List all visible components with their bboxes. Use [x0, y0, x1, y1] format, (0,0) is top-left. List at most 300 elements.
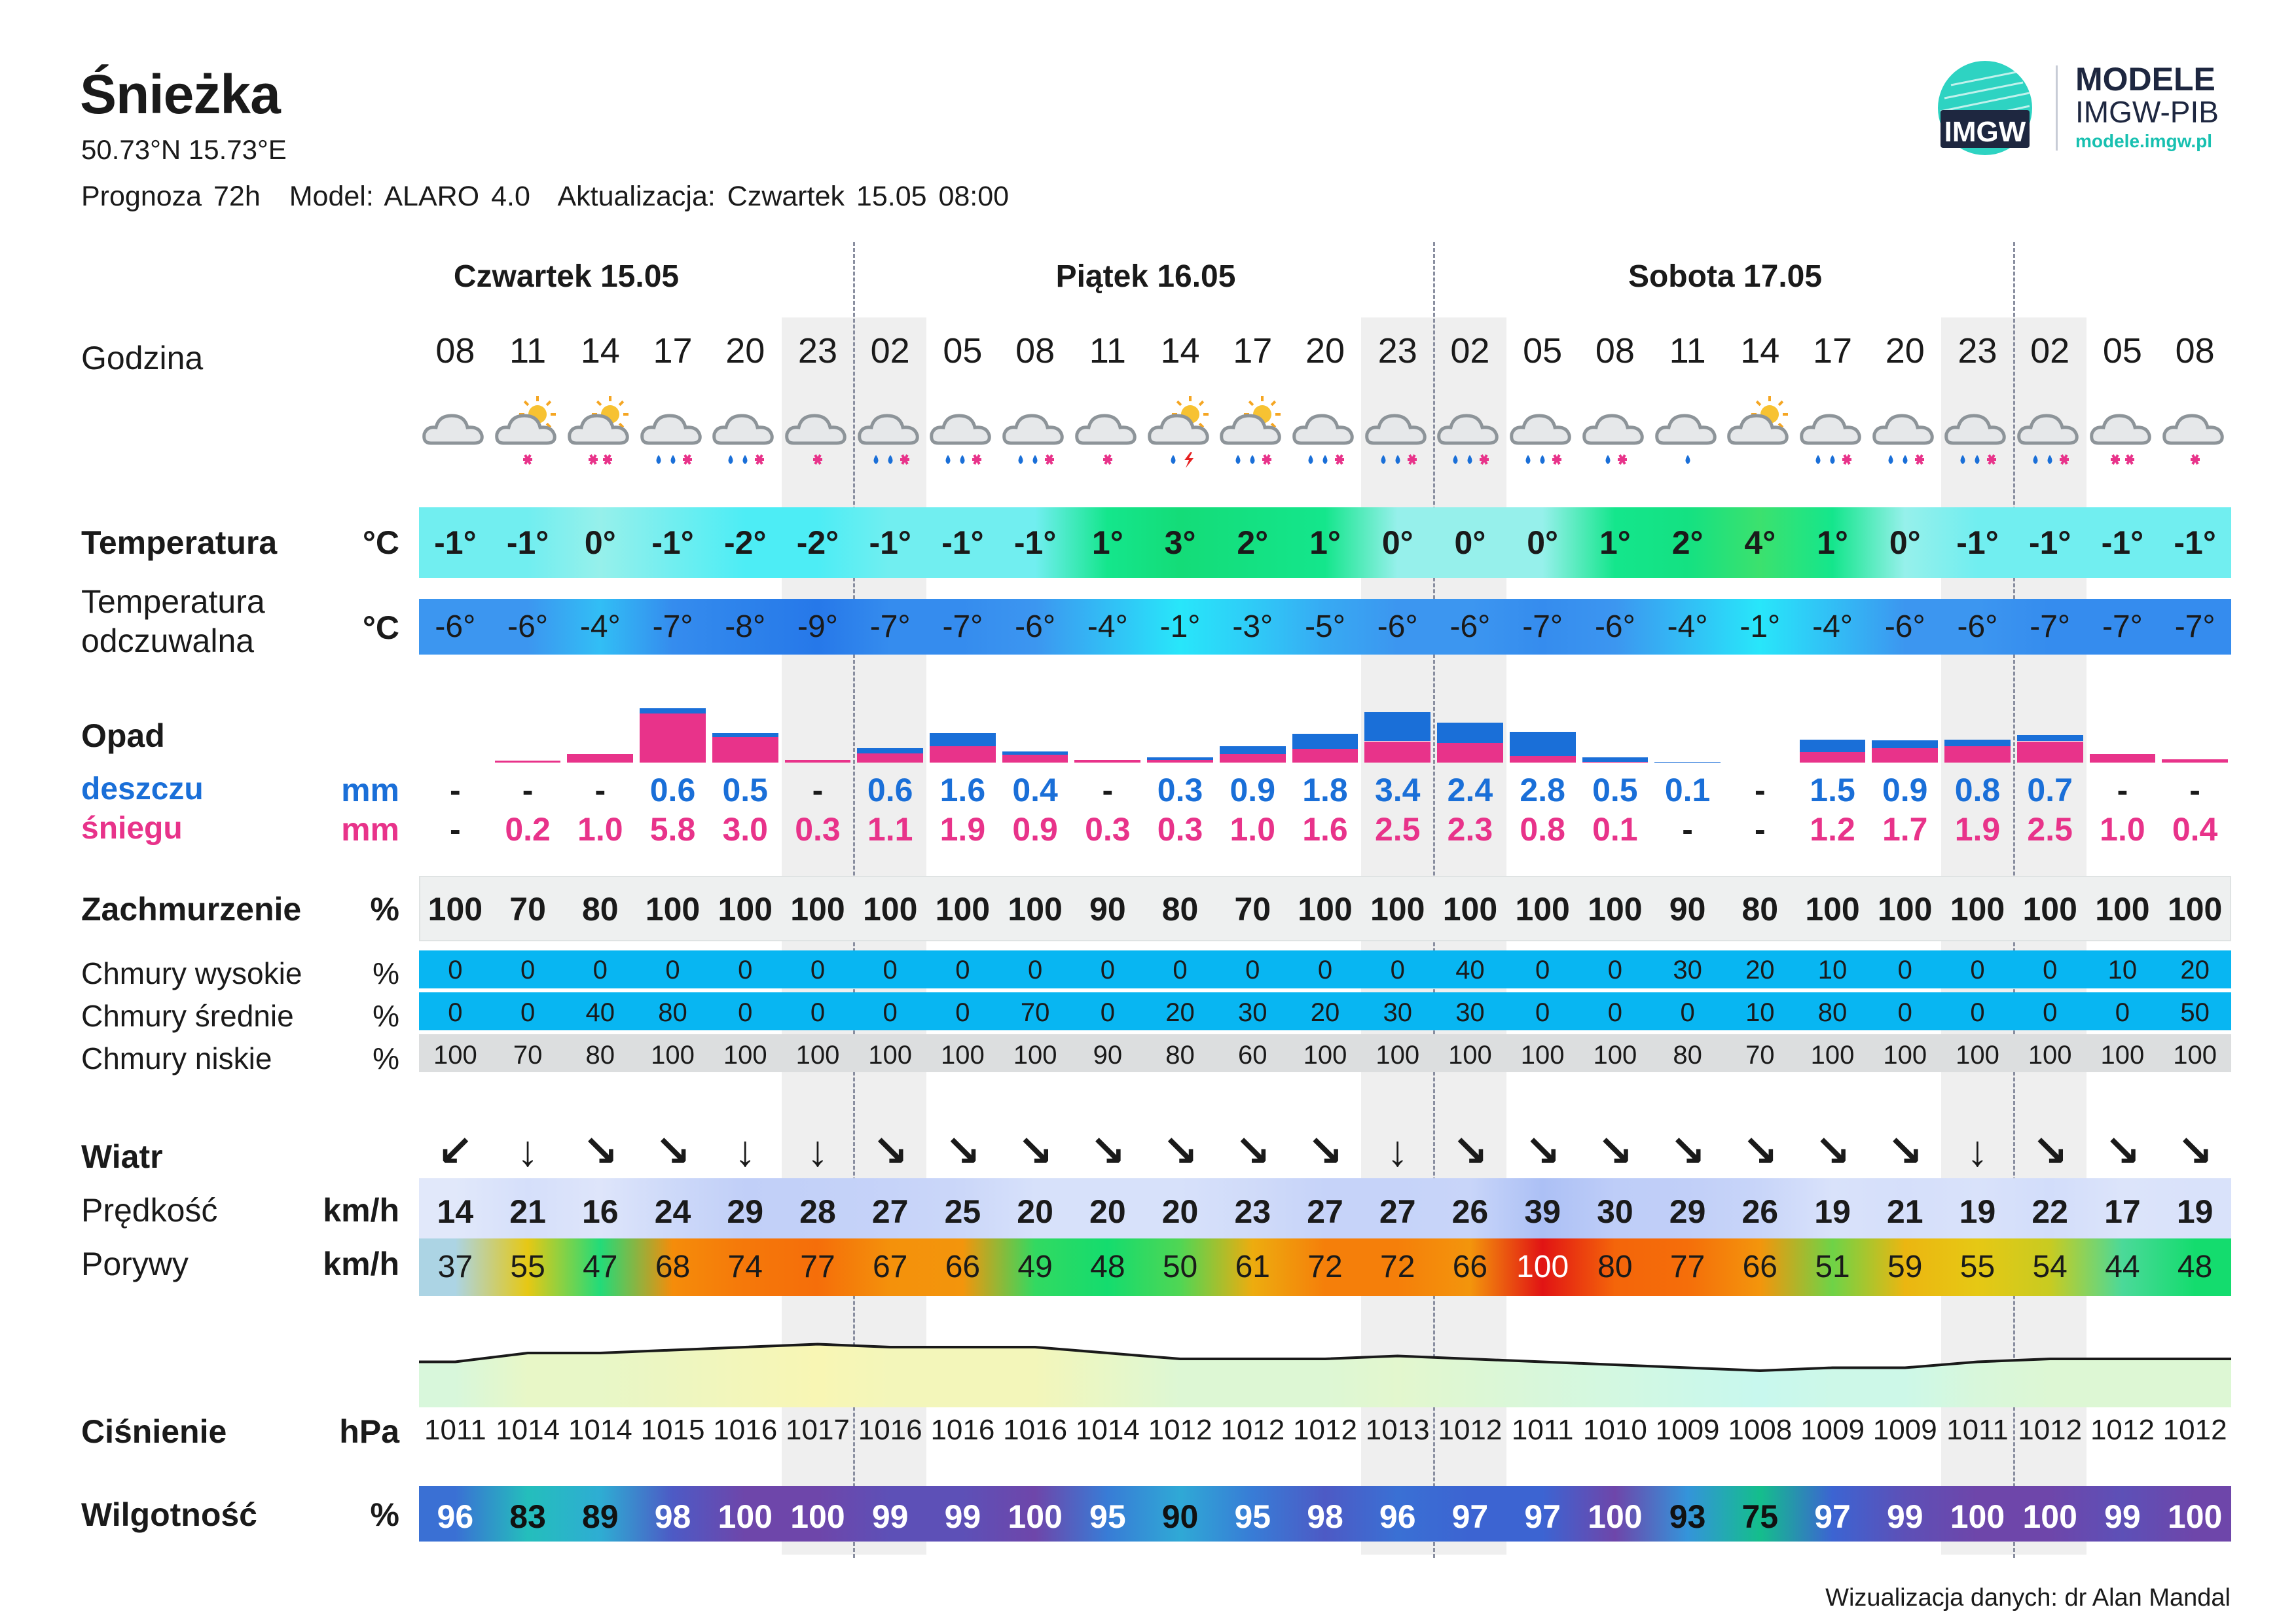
pressure-chart	[419, 1329, 2231, 1407]
rain-label: deszczu	[81, 772, 204, 806]
wind-direction-icon: ↓	[1966, 1127, 1988, 1175]
snow-value: 1.2	[1810, 811, 1855, 848]
wind-gust-value: 68	[655, 1250, 691, 1284]
temperature-value: 2°	[1237, 524, 1269, 561]
humidity-value: 97	[1524, 1498, 1561, 1535]
snow-bar	[1220, 754, 1286, 763]
temperature-value: -1°	[941, 524, 984, 561]
feels-like-value: -6°	[1015, 609, 1056, 644]
snow-value: 1.9	[1954, 811, 2001, 848]
humidity-label: Wilgotność	[81, 1496, 257, 1533]
wind-gust-label: Porywy	[81, 1246, 189, 1282]
pressure-value: 1010	[1582, 1414, 1647, 1446]
feels-like-value: -6°	[1594, 609, 1635, 644]
snow-value: 1.1	[867, 811, 913, 848]
rain-bar	[1654, 762, 1721, 763]
wind-direction-icon: ↘	[944, 1127, 981, 1175]
cloud-total-value: 80	[1741, 891, 1779, 928]
cloud-mid-value: 80	[1817, 998, 1848, 1027]
feels-like-value: -4°	[1087, 609, 1128, 644]
wind-direction-icon: ↓	[734, 1127, 756, 1175]
cloud-icon	[1216, 396, 1288, 481]
feels-like-value: -6°	[435, 609, 476, 644]
hour-label-cell: 02	[1450, 331, 1490, 370]
humidity-value: 83	[509, 1498, 546, 1535]
humidity-value: 100	[718, 1498, 773, 1535]
feels-like-label-2: odczuwalna	[81, 623, 255, 659]
wind-gust-value: 51	[1815, 1250, 1850, 1284]
pressure-value: 1014	[1075, 1414, 1140, 1446]
cloud-icon	[999, 396, 1071, 481]
cloud-total-value: 100	[1878, 891, 1933, 928]
pressure-value: 1014	[568, 1414, 632, 1446]
temperature-value: -2°	[724, 524, 767, 561]
cloud-high-value: 10	[2107, 956, 2138, 984]
cloud-high-value: 20	[2180, 956, 2210, 984]
cloud-high-value: 0	[665, 956, 680, 984]
snow-unit: mm	[341, 811, 399, 848]
snow-bar	[785, 760, 851, 763]
temperature-value: -1°	[651, 524, 694, 561]
rain-value: 0.9	[1230, 772, 1276, 808]
cloud-mid-value: 30	[1238, 998, 1267, 1027]
wind-speed-value: 21	[1886, 1193, 1923, 1230]
temperature-value: 0°	[1454, 524, 1486, 561]
rain-value: 2.8	[1520, 772, 1565, 808]
model-name: Model: ALARO 4.0	[289, 181, 530, 212]
pressure-value: 1008	[1728, 1414, 1793, 1446]
hour-label-cell: 05	[2102, 331, 2142, 370]
rain-bar	[1220, 746, 1286, 754]
pressure-value: 1011	[1946, 1414, 2009, 1446]
rain-bar	[1944, 740, 2011, 746]
humidity-value: 93	[1669, 1498, 1706, 1535]
snow-bar	[2017, 742, 2083, 763]
rain-value: 2.4	[1447, 772, 1493, 808]
rain-value: 1.8	[1302, 772, 1348, 808]
pressure-value: 1009	[1800, 1414, 1865, 1446]
cloud-mid-unit: %	[373, 999, 399, 1033]
cloud-low-label: Chmury niskie	[81, 1041, 272, 1075]
temperature-value: 1°	[1817, 524, 1848, 561]
humidity-value: 100	[1008, 1498, 1063, 1535]
snow-bar	[1510, 756, 1576, 763]
hour-label-cell: 05	[943, 331, 983, 370]
hour-label-cell: 23	[1377, 331, 1417, 370]
feels-like-value: -5°	[1305, 609, 1345, 644]
hour-label-cell: 11	[1669, 331, 1706, 370]
humidity-value: 90	[1161, 1498, 1199, 1535]
hour-label-cell: 02	[870, 331, 910, 370]
rain-bar	[640, 708, 706, 713]
imgw-logo-icon	[1931, 59, 2049, 157]
rain-value: 0.5	[1592, 772, 1638, 808]
cloud-icon	[2086, 396, 2159, 481]
cloud-total-value: 100	[718, 891, 773, 928]
rain-bar	[1147, 757, 1213, 760]
wind-direction-icon: ↘	[1887, 1127, 1923, 1175]
cloud-total-value: 100	[645, 891, 701, 928]
cloud-total-value: 100	[2022, 891, 2077, 928]
wind-direction-icon: ↘	[1669, 1127, 1706, 1175]
hour-label: Godzina	[81, 340, 204, 376]
wind-gust-unit: km/h	[323, 1246, 399, 1282]
temperature-value: 3°	[1164, 524, 1196, 561]
temperature-value: 0°	[1889, 524, 1921, 561]
temperature-value: -1°	[2101, 524, 2144, 561]
rain-value: 0.4	[1012, 772, 1058, 808]
wind-speed-value: 16	[581, 1193, 619, 1230]
hour-label-cell: 11	[1089, 331, 1126, 370]
cloud-mid-value: 70	[1020, 998, 1050, 1027]
wind-gust-value: 48	[2177, 1250, 2213, 1284]
cloud-high-value: 0	[1390, 956, 1405, 984]
pressure-value: 1012	[2162, 1414, 2227, 1446]
cloud-high-value: 0	[1897, 956, 1912, 984]
wind-speed-value: 27	[1379, 1193, 1416, 1230]
hour-label-cell: 14	[580, 331, 620, 370]
wind-gust-value: 80	[1597, 1250, 1633, 1284]
feels-like-value: -6°	[1884, 609, 1925, 644]
rain-value: 0.3	[1157, 772, 1203, 808]
humidity-value: 100	[1950, 1498, 2005, 1535]
cloud-label: Zachmurzenie	[81, 891, 302, 928]
wind-direction-icon: ↘	[1451, 1127, 1489, 1175]
pressure-value: 1011	[1511, 1414, 1574, 1446]
pressure-value: 1012	[2090, 1414, 2155, 1446]
snow-value: 0.8	[1520, 811, 1565, 848]
humidity-value: 96	[437, 1498, 474, 1535]
cloud-icon	[1434, 396, 1506, 481]
rain-bar	[1582, 757, 1649, 762]
cloud-total-value: 100	[862, 891, 918, 928]
feels-like-unit: °C	[362, 609, 399, 646]
pressure-value: 1012	[2018, 1414, 2083, 1446]
snow-bar	[1364, 742, 1430, 763]
cloud-low-value: 100	[941, 1041, 985, 1070]
humidity-value: 89	[581, 1498, 619, 1535]
hour-label-cell: 23	[797, 331, 837, 370]
precip-label: Opad	[81, 717, 165, 754]
imgw-logo[interactable]	[1931, 59, 2049, 157]
cloud-mid-value: 20	[1165, 998, 1195, 1027]
wind-direction-icon: ↘	[654, 1127, 691, 1175]
wind-direction-icon: ↘	[1741, 1127, 1778, 1175]
wind-gust-value: 37	[437, 1250, 473, 1284]
hour-label-cell: 20	[1885, 331, 1925, 370]
cloud-mid-value: 0	[1535, 998, 1550, 1027]
wind-gust-value: 72	[1307, 1250, 1343, 1284]
cloud-low-value: 100	[2100, 1041, 2145, 1070]
temperature-value: 1°	[1309, 524, 1341, 561]
cloud-total-value: 100	[1008, 891, 1063, 928]
pressure-value: 1012	[1220, 1414, 1285, 1446]
temperature-value: 0°	[1381, 524, 1413, 561]
feels-like-value: -7°	[869, 609, 911, 644]
pressure-value: 1016	[858, 1414, 922, 1446]
cloud-low-value: 80	[585, 1041, 615, 1070]
cloud-icon	[782, 396, 854, 481]
hour-label-cell: 17	[1812, 331, 1853, 370]
cloud-mid-value: 0	[1100, 998, 1115, 1027]
feels-like-value: -7°	[652, 609, 693, 644]
wind-speed-value: 28	[799, 1193, 836, 1230]
cloud-total-value: 80	[1161, 891, 1199, 928]
snow-bar	[1437, 743, 1503, 763]
snow-value: 5.8	[649, 811, 696, 848]
hour-label-cell: 08	[1015, 331, 1055, 370]
day-header-2: Piątek 16.05	[1055, 259, 1236, 294]
rain-value: -	[1102, 772, 1114, 808]
cloud-high-value: 30	[1673, 956, 1702, 984]
wind-speed-value: 27	[1307, 1193, 1343, 1230]
cloud-icon	[1072, 396, 1144, 481]
wind-direction-icon: ↓	[807, 1127, 829, 1175]
snow-bar	[857, 753, 923, 763]
hour-label-cell: 14	[1740, 331, 1780, 370]
wind-gust-value: 77	[800, 1250, 835, 1284]
cloud-total-value: 100	[935, 891, 991, 928]
cloud-low-value: 80	[1673, 1041, 1702, 1070]
wind-speed-unit: km/h	[323, 1192, 399, 1229]
rain-bar	[930, 733, 996, 747]
cloud-icon	[1289, 396, 1361, 481]
cloud-low-value: 100	[1376, 1041, 1420, 1070]
cloud-mid-value: 20	[1310, 998, 1340, 1027]
cloud-low-value: 100	[1520, 1041, 1565, 1070]
cloud-icon	[1869, 396, 1941, 481]
pressure-value: 1017	[786, 1414, 850, 1446]
rain-value: 0.1	[1664, 772, 1711, 808]
cloud-icon	[854, 396, 926, 481]
cloud-low-value: 80	[1165, 1041, 1195, 1070]
wind-speed-value: 30	[1597, 1193, 1633, 1230]
wind-gust-value: 48	[1090, 1250, 1125, 1284]
wind-direction-icon: ↘	[2176, 1127, 2214, 1175]
wind-gust-value: 44	[2105, 1250, 2140, 1284]
cloud-high-value: 0	[592, 956, 608, 984]
rain-value: -	[1754, 772, 1766, 808]
cloud-high-value: 10	[1817, 956, 1848, 984]
rain-value: -	[522, 772, 534, 808]
feels-like-value: -4°	[579, 609, 621, 644]
cloud-high-value: 0	[1027, 956, 1043, 984]
snow-bar	[567, 754, 633, 763]
day-header-1: Czwartek 15.05	[453, 259, 680, 294]
cloud-high-value: 0	[1245, 956, 1260, 984]
cloud-mid-value: 0	[810, 998, 826, 1027]
temperature-value: 0°	[1527, 524, 1559, 561]
wind-direction-icon: ↘	[2032, 1127, 2068, 1175]
cloud-icon	[564, 396, 636, 481]
cloud-high-value: 0	[1535, 956, 1550, 984]
wind-gust-value: 55	[510, 1250, 545, 1284]
cloud-total-value: 100	[2167, 891, 2223, 928]
cloud-low-value: 70	[513, 1041, 543, 1070]
snow-bar	[1872, 748, 1938, 763]
rain-bar	[1800, 740, 1866, 753]
humidity-value: 99	[944, 1498, 981, 1535]
day-header-3: Sobota 17.05	[1628, 259, 1823, 294]
wind-direction-icon: ↘	[1524, 1127, 1561, 1175]
wind-direction-icon: ↘	[872, 1127, 909, 1175]
cloud-mid-value: 0	[2115, 998, 2130, 1027]
rain-bar	[1872, 740, 1938, 748]
logo-url[interactable]: modele.imgw.pl	[2075, 131, 2212, 151]
humidity-value: 98	[654, 1498, 691, 1535]
cloud-total-value: 70	[509, 891, 546, 928]
logo-subtitle: IMGW-PIB	[2075, 95, 2219, 129]
wind-gust-value: 50	[1162, 1250, 1198, 1284]
wind-gust-value: 77	[1669, 1250, 1705, 1284]
cloud-total-value: 100	[428, 891, 483, 928]
wind-speed-value: 22	[2032, 1193, 2068, 1230]
cloud-total-value: 90	[1089, 891, 1126, 928]
temperature-value: 4°	[1744, 524, 1776, 561]
feels-like-value: -6°	[1957, 609, 1998, 644]
feels-like-value: -6°	[507, 609, 549, 644]
cloud-mid-value: 0	[883, 998, 898, 1027]
cloud-high-value: 0	[520, 956, 536, 984]
cloud-low-value: 100	[1593, 1041, 1637, 1070]
cloud-mid-value: 0	[1970, 998, 1985, 1027]
wind-direction-icon: ↘	[1161, 1127, 1199, 1175]
rain-bar	[1437, 723, 1503, 743]
wind-speed-value: 17	[2104, 1193, 2141, 1230]
cloud-icon	[926, 396, 998, 481]
feels-like-value: -6°	[1449, 609, 1491, 644]
wind-gust-value: 66	[1742, 1250, 1777, 1284]
cloud-total-value: 100	[1515, 891, 1570, 928]
pressure-value: 1012	[1293, 1414, 1357, 1446]
rain-value: -	[594, 772, 606, 808]
wind-speed-value: 14	[437, 1193, 474, 1230]
rain-value: -	[812, 772, 824, 808]
cloud-total-value: 100	[2095, 891, 2150, 928]
cloud-total-value: 100	[1805, 891, 1860, 928]
cloud-low-value: 100	[1810, 1041, 1855, 1070]
temperature-value: 1°	[1091, 524, 1123, 561]
humidity-value: 96	[1379, 1498, 1416, 1535]
snow-label: śniegu	[81, 811, 183, 846]
cloud-high-value: 20	[1745, 956, 1775, 984]
humidity-value: 100	[2167, 1498, 2223, 1535]
pressure-value: 1016	[930, 1414, 995, 1446]
cloud-low-value: 100	[651, 1041, 695, 1070]
snow-bar	[1800, 752, 1866, 763]
temperature-value: -2°	[796, 524, 839, 561]
cloud-mid-value: 30	[1455, 998, 1485, 1027]
cloud-high-value: 0	[1100, 956, 1115, 984]
cloud-high-value: 0	[738, 956, 753, 984]
wind-speed-value: 26	[1741, 1193, 1779, 1230]
snow-value: 1.6	[1302, 811, 1348, 848]
cloud-low-value: 100	[723, 1041, 767, 1070]
pressure-value: 1011	[424, 1414, 486, 1446]
cloud-mid-value: 0	[2043, 998, 2058, 1027]
cloud-mid-value: 40	[585, 998, 615, 1027]
snow-value: 0.9	[1012, 811, 1058, 848]
cloud-total-value: 100	[1442, 891, 1498, 928]
pressure-value: 1014	[496, 1414, 560, 1446]
hour-label-cell: 11	[509, 331, 547, 370]
cloud-low-value: 100	[2028, 1041, 2072, 1070]
wind-speed-value: 21	[509, 1193, 546, 1230]
snow-bar	[1147, 760, 1213, 763]
snow-bar	[712, 737, 778, 763]
feels-like-value: -6°	[1377, 609, 1418, 644]
cloud-low-value: 100	[1303, 1041, 1347, 1070]
wind-gust-value: 72	[1380, 1250, 1415, 1284]
snow-value: 0.3	[1085, 811, 1131, 848]
snow-value: 3.0	[722, 811, 768, 848]
wind-speed-value: 19	[1814, 1193, 1851, 1230]
temperature-unit: °C	[362, 524, 399, 561]
wind-direction-icon: ↓	[1387, 1127, 1409, 1175]
feels-like-value: -4°	[1667, 609, 1708, 644]
snow-value: -	[1754, 811, 1766, 848]
cloud-icon	[2159, 396, 2231, 481]
pressure-value: 1012	[1438, 1414, 1503, 1446]
temperature-value: -1°	[2028, 524, 2071, 561]
hour-label-cell: 23	[1958, 331, 1997, 370]
hour-label-cell: 20	[1305, 331, 1345, 370]
rain-unit: mm	[341, 772, 399, 808]
hour-label-cell: 08	[2175, 331, 2215, 370]
wind-direction-icon: ↘	[1597, 1127, 1633, 1175]
temperature-value: -1°	[434, 524, 477, 561]
cloud-mid-value: 0	[1680, 998, 1695, 1027]
hour-label-cell: 20	[725, 331, 765, 370]
feels-like-value: -7°	[1522, 609, 1563, 644]
cloud-icon	[1506, 396, 1578, 481]
logo-divider	[2056, 65, 2058, 151]
humidity-value: 95	[1234, 1498, 1271, 1535]
cloud-high-value: 0	[448, 956, 463, 984]
snow-value: -	[1682, 811, 1693, 848]
cloud-high-value: 0	[955, 956, 970, 984]
temperature-value: 2°	[1671, 524, 1704, 561]
wind-direction-icon: ↘	[1089, 1127, 1126, 1175]
rain-bar	[857, 748, 923, 753]
snow-value: 1.0	[1230, 811, 1276, 848]
cloud-high-unit: %	[373, 956, 399, 990]
rain-bar	[1292, 734, 1358, 749]
wind-label: Wiatr	[81, 1138, 163, 1175]
cloud-high-value: 0	[1317, 956, 1333, 984]
feels-like-value: -9°	[797, 609, 838, 644]
snow-value: 1.7	[1882, 811, 1928, 848]
rain-value: 0.5	[722, 772, 768, 808]
cloud-total-value: 80	[581, 891, 619, 928]
cloud-mid-value: 10	[1745, 998, 1775, 1027]
wind-gust-value: 49	[1017, 1250, 1053, 1284]
cloud-low-unit: %	[373, 1041, 399, 1075]
snow-bar	[1582, 762, 1649, 763]
cloud-icon	[1941, 396, 2013, 481]
temperature-value: -1°	[506, 524, 549, 561]
cloud-high-value: 0	[883, 956, 898, 984]
cloud-low-value: 60	[1238, 1041, 1267, 1070]
cloud-mid-value: 80	[658, 998, 687, 1027]
wind-gust-value: 59	[1887, 1250, 1923, 1284]
cloud-high-value: 0	[1970, 956, 1985, 984]
pressure-value: 1016	[1003, 1414, 1068, 1446]
cloud-mid-value: 0	[738, 998, 753, 1027]
cloud-total-value: 100	[1298, 891, 1353, 928]
rain-value: 1.5	[1810, 772, 1855, 808]
cloud-icon	[1796, 396, 1868, 481]
